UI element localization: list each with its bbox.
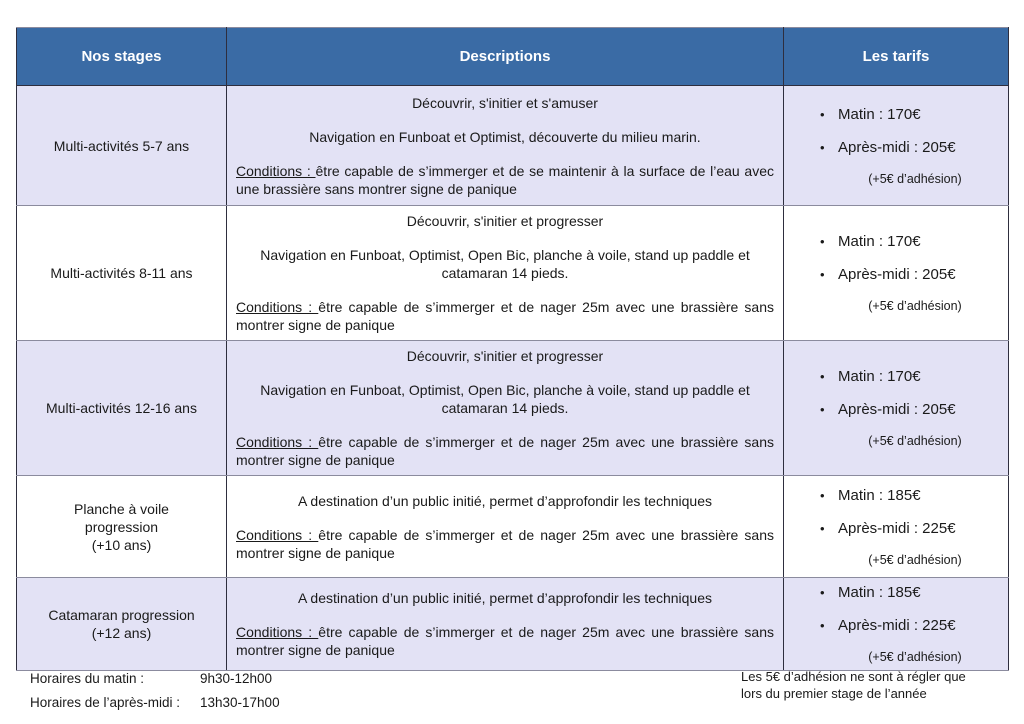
tarif-apres-midi-label: Après-midi : 205€ <box>838 138 956 156</box>
conditions-text: être capable de s’immerger et de nager 25m avec une brassière sans montrer signe de panique <box>236 624 774 658</box>
conditions-label: Conditions : <box>236 526 319 543</box>
stage-name-line: Multi-activités 12-16 ans <box>46 400 197 416</box>
tarif-matin-label: Matin : 170€ <box>838 105 921 123</box>
tarif-matin-label: Matin : 185€ <box>838 584 921 601</box>
tarif-apres-midi <box>820 266 1000 283</box>
morning-hours-label: Horaires du matin : <box>30 671 145 686</box>
morning-hours-value: 9h30-12h00 <box>200 671 273 686</box>
bullet-icon: • <box>820 106 825 122</box>
stage-tarifs <box>784 206 1009 341</box>
stage-name-line: Planche à voile <box>74 500 169 517</box>
table-row <box>17 341 1009 476</box>
bullet-icon: • <box>820 267 825 282</box>
bullet-icon: • <box>820 520 825 536</box>
stage-description <box>227 341 784 476</box>
description-conditions <box>236 433 774 469</box>
stage-tarifs <box>784 86 1009 206</box>
tarif-matin-label: Matin : 170€ <box>838 368 921 385</box>
adhesion-note: (+5€ d’adhésion) <box>868 299 962 313</box>
afternoon-hours-value: 13h30-17h00 <box>200 695 280 710</box>
conditions-label: Conditions : <box>236 299 319 315</box>
stage-name <box>17 86 227 206</box>
adhesion-note: (+5€ d’adhésion) <box>868 434 962 448</box>
tarif-apres-midi <box>820 401 1000 418</box>
bullet-icon: • <box>820 618 825 633</box>
description-intro: Découvrir, s'initier et progresser <box>406 213 604 229</box>
conditions-text: être capable de s’immerger et de nager 25m avec une brassière sans montrer signe de panique <box>236 434 774 468</box>
stage-name-line: Multi-activités 8-11 ans <box>50 265 193 281</box>
stage-name-line: (+12 ans) <box>91 625 152 641</box>
header-les-tarifs: Les tarifs <box>784 28 1009 86</box>
tarif-matin <box>820 233 1000 250</box>
conditions-label: Conditions : <box>236 162 316 179</box>
stage-tarifs <box>784 578 1009 671</box>
stage-name-line: progression <box>84 518 159 535</box>
tarif-apres-midi <box>820 139 1000 156</box>
table-row <box>17 476 1009 578</box>
description-conditions <box>236 623 774 659</box>
description-conditions <box>236 526 774 562</box>
description-detail: Navigation en Funboat et Optimist, découverte du milieu marin. <box>309 128 701 145</box>
tarif-matin <box>820 487 1000 504</box>
table-header-row <box>17 28 1009 86</box>
stage-name-line: Catamaran progression <box>48 607 195 623</box>
bullet-icon: • <box>820 139 825 155</box>
adhesion-footnote-line: lors du premier stage de l’année <box>741 686 927 701</box>
description-intro: Découvrir, s'initier et s'amuser <box>412 94 598 111</box>
conditions-label: Conditions : <box>236 624 319 640</box>
stage-name <box>17 578 227 671</box>
schedule-notes <box>30 667 280 715</box>
description-conditions <box>236 162 774 198</box>
header-nos-stages: Nos stages <box>17 28 227 86</box>
stage-description <box>227 476 784 578</box>
description-detail: Navigation en Funboat, Optimist, Open Bic, planche à voile, stand up paddle et catamaran 14 pieds. <box>260 247 750 281</box>
stages-pricing-table <box>16 27 1009 671</box>
table-row <box>17 578 1009 671</box>
stage-tarifs <box>784 476 1009 578</box>
conditions-text: être capable de s’immerger et de nager 25m avec une brassière sans montrer signe de panique <box>236 299 774 333</box>
tarif-apres-midi <box>820 520 1000 537</box>
tarif-matin <box>820 106 1000 123</box>
stage-description <box>227 86 784 206</box>
stage-description <box>227 578 784 671</box>
tarif-apres-midi-label: Après-midi : 205€ <box>838 401 956 418</box>
header-descriptions: Descriptions <box>227 28 784 86</box>
stage-tarifs <box>784 341 1009 476</box>
tarif-apres-midi-label: Après-midi : 225€ <box>838 519 956 537</box>
stage-name <box>17 341 227 476</box>
tarif-apres-midi-label: Après-midi : 225€ <box>838 617 956 634</box>
tarif-matin-label: Matin : 170€ <box>838 233 921 250</box>
description-intro: Découvrir, s'initier et progresser <box>406 348 604 364</box>
description-intro: A destination d’un public initié, permet d’approfondir les techniques <box>297 492 713 509</box>
stage-name-line: Multi-activités 5-7 ans <box>53 137 190 154</box>
adhesion-footnote <box>741 668 966 702</box>
stage-name-line: (+10 ans) <box>91 536 152 553</box>
stage-name <box>17 206 227 341</box>
bullet-icon: • <box>820 369 825 384</box>
conditions-label: Conditions : <box>236 434 319 450</box>
tarif-matin <box>820 368 1000 385</box>
tarif-matin-label: Matin : 185€ <box>838 486 921 504</box>
afternoon-hours-label: Horaires de l’après-midi : <box>30 695 181 710</box>
bullet-icon: • <box>820 585 825 600</box>
tarif-matin <box>820 584 1000 601</box>
stage-description <box>227 206 784 341</box>
tarif-apres-midi-label: Après-midi : 205€ <box>838 266 956 283</box>
conditions-text: être capable de s’immerger et de se maintenir à la surface de l’eau avec une brassière sans montrer signe de panique <box>236 162 774 197</box>
bullet-icon: • <box>820 487 825 503</box>
description-intro: A destination d’un public initié, permet d’approfondir les techniques <box>297 590 713 606</box>
table-row <box>17 86 1009 206</box>
description-detail: Navigation en Funboat, Optimist, Open Bic, planche à voile, stand up paddle et catamaran 14 pieds. <box>260 382 750 416</box>
adhesion-note: (+5€ d’adhésion) <box>868 171 962 186</box>
adhesion-note: (+5€ d’adhésion) <box>868 552 962 567</box>
bullet-icon: • <box>820 234 825 249</box>
description-conditions <box>236 298 774 334</box>
adhesion-note: (+5€ d’adhésion) <box>868 650 962 664</box>
conditions-text: être capable de s’immerger et de nager 25m avec une brassière sans montrer signe de panique <box>236 526 774 561</box>
tarif-apres-midi <box>820 617 1000 634</box>
table-row <box>17 206 1009 341</box>
adhesion-footnote-line: Les 5€ d’adhésion ne sont à régler que <box>741 669 966 684</box>
stage-name <box>17 476 227 578</box>
bullet-icon: • <box>820 402 825 417</box>
